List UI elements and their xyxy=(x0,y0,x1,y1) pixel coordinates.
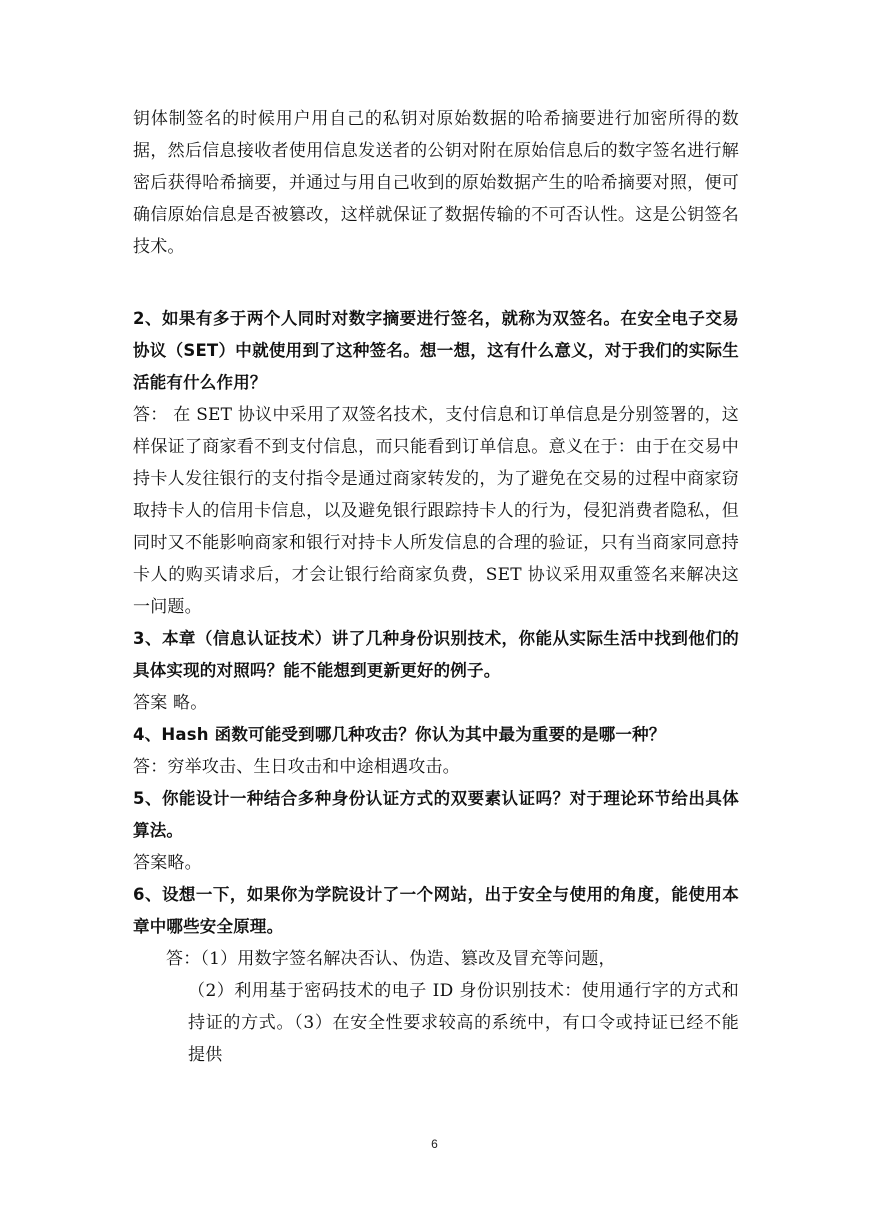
answer-3: 答案 略。 xyxy=(133,693,208,713)
answer-6-line-1: 答：（1）用数字签名解决否认、伪造、篡改及冒充等问题， xyxy=(166,949,616,969)
answer-5: 答案略。 xyxy=(133,853,202,873)
page-number: 6 xyxy=(431,1137,438,1151)
question-4: 4、Hash 函数可能受到哪几种攻击？你认为其中最为重要的是哪一种？ xyxy=(133,725,666,744)
page-content xyxy=(133,103,739,1071)
question-5: 5、你能设计一种结合多种身份认证方式的双要素认证吗？对于理论环节给出具体算法。 xyxy=(133,789,739,840)
answer-2: 答： 在 SET 协议中采用了双签名技术，支付信息和订单信息是分别签署的，这样保证了商家看不到支付信息，而只能看到订单信息。意义在于：由于在交易中持卡人发往银行的支付指令是通过商家转发的，为了避免在交易的过程中商家窃取持卡人的信用卡信息，以及避免银行跟踪持卡人的行为，侵犯消费者隐私，但同时又不能影响商家和银行对持卡人所发信息的合理的验证，只有当商家同意持卡人的购买请求后，才会让银行给商家负费，SET 协议采用双重签名来解决这一问题。 xyxy=(133,405,739,617)
answer-4: 答：穷举攻击、生日攻击和中途相遇攻击。 xyxy=(133,757,460,777)
question-3: 3、本章（信息认证技术）讲了几种身份识别技术，你能从实际生活中找到他们的具体实现的对照吗？能不能想到更新更好的例子。 xyxy=(133,629,739,680)
paragraph-signature-technique: 钥体制签名的时候用户用自己的私钥对原始数据的哈希摘要进行加密所得的数据，然后信息接收者使用信息发送者的公钥对附在原始信息后的数字签名进行解密后获得哈希摘要，并通过与用自己收到的原始数据产生的哈希摘要对照，便可确信原始信息是否被篡改，这样就保证了数据传输的不可否认性。这是公钥签名技术。 xyxy=(133,109,739,257)
question-2: 2、如果有多于两个人同时对数字摘要进行签名，就称为双签名。在安全电子交易协议（SET）中就使用到了这种签名。想一想，这有什么意义，对于我们的实际生活能有什么作用？ xyxy=(133,309,739,392)
spacer xyxy=(133,263,739,303)
answer-6-line-2: （2）利用基于密码技术的电子 ID 身份识别技术：使用通行字的方式和持证的方式。（3）在安全性要求较高的系统中，有口令或持证已经不能提供 xyxy=(188,981,739,1065)
question-6: 6、设想一下，如果你为学院设计了一个网站，出于安全与使用的角度，能使用本章中哪些安全原理。 xyxy=(133,885,739,936)
